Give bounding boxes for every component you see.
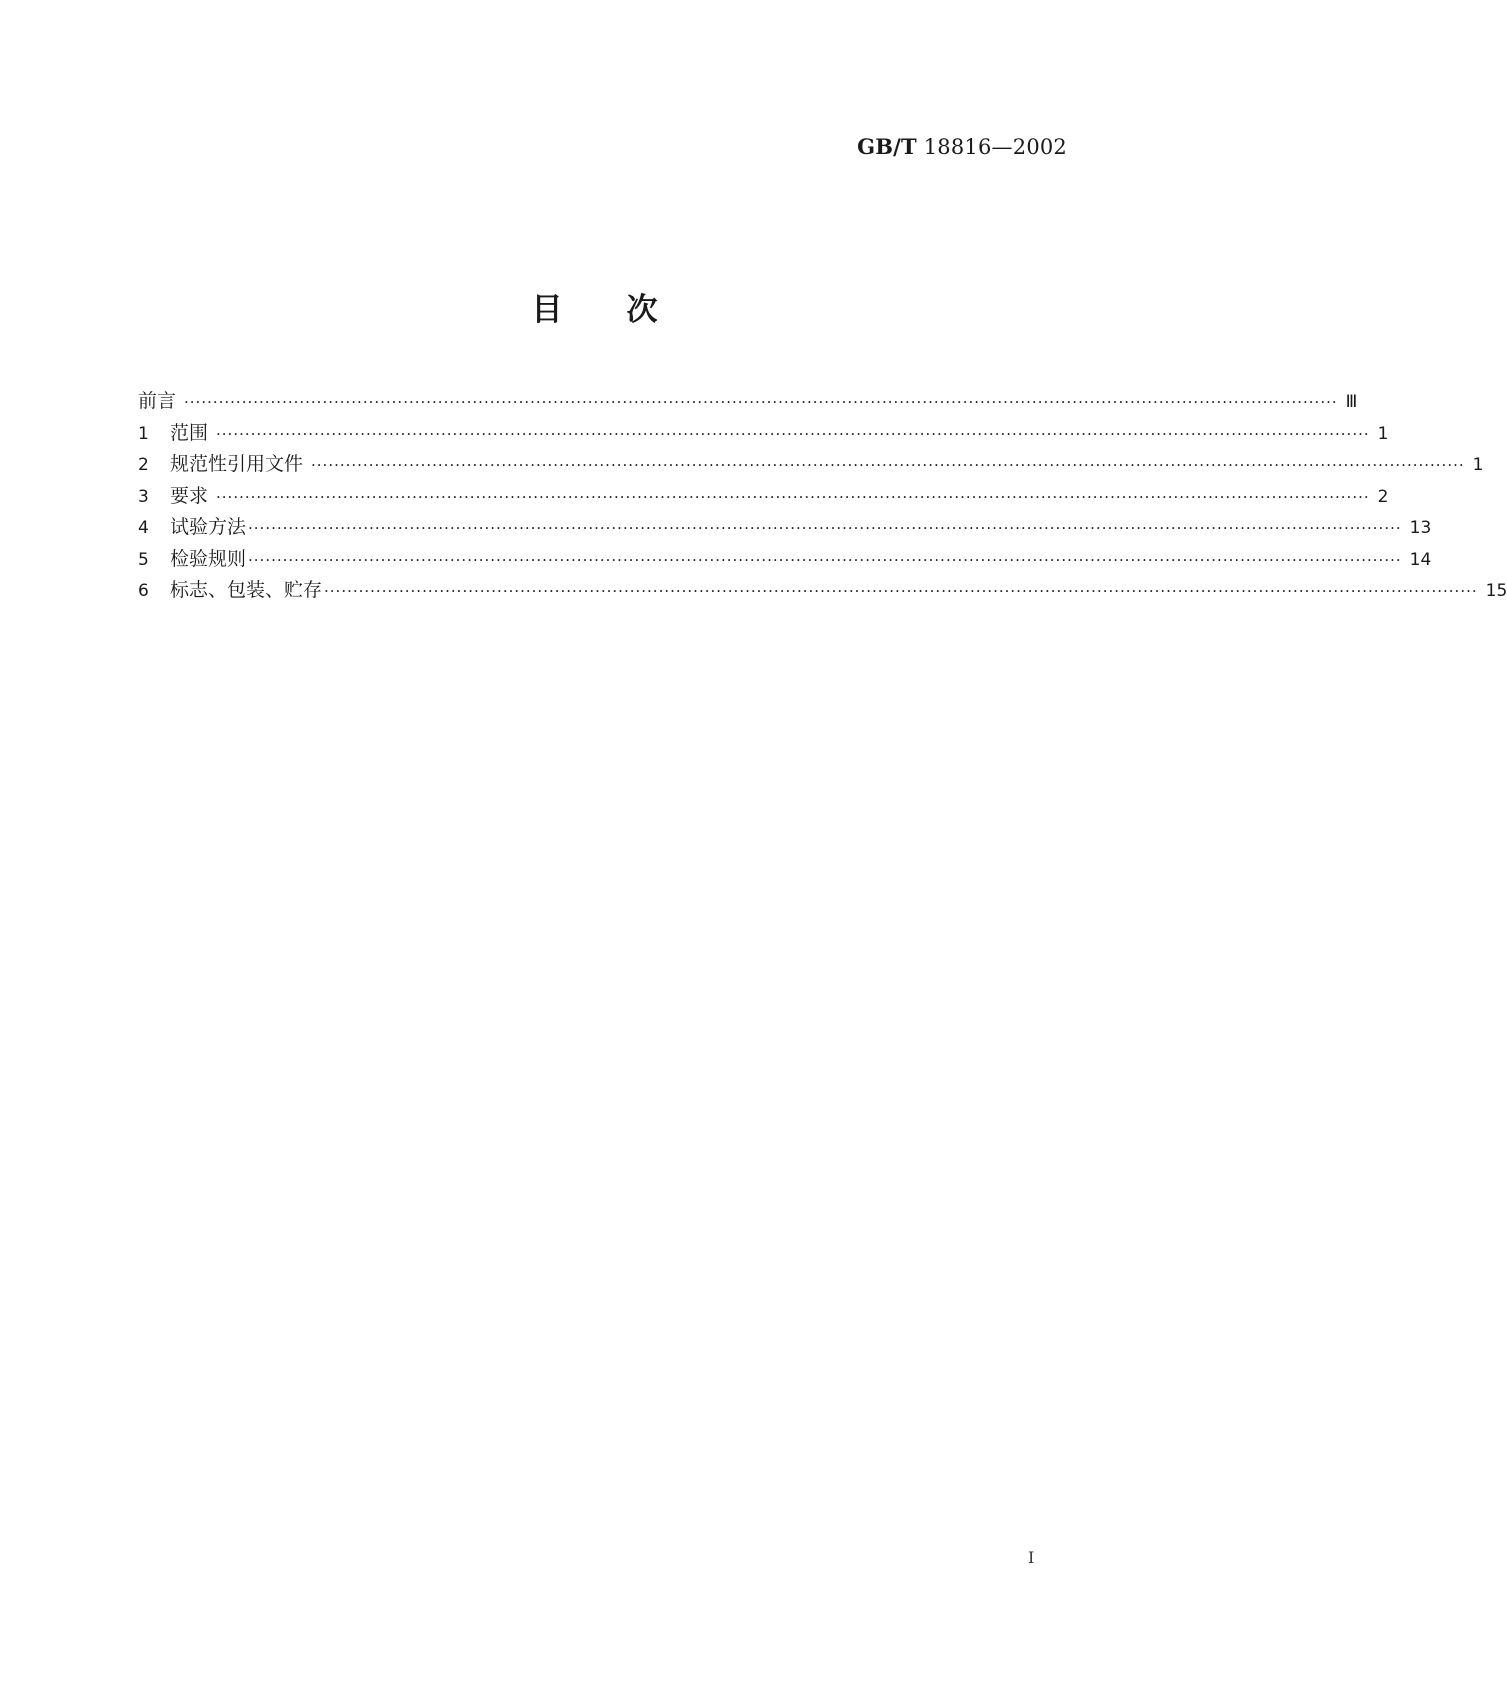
toc-entry-page: 1 (1377, 423, 1389, 444)
toc-entry-label: 标志、包装、贮存 (170, 579, 323, 601)
dot-leader: ········································································································································································································ (248, 519, 1402, 537)
toc-entry-4[interactable] (138, 512, 1432, 544)
standard-code (857, 134, 1067, 159)
toc-entry-page: 13 (1409, 518, 1432, 538)
page-number: Ⅰ (1028, 1548, 1035, 1567)
toc-title-part1: 目 (531, 292, 565, 328)
toc-entry-1[interactable] (138, 418, 1389, 450)
toc-entry-foreword[interactable] (138, 386, 1358, 418)
toc-list (138, 386, 1507, 607)
toc-entry-3[interactable] (138, 481, 1389, 513)
dot-leader: ········································································································································································································ (216, 424, 1370, 443)
dot-leader: ········································································································································································································ (311, 456, 1465, 474)
dot-leader: ········································································································································································································ (216, 487, 1370, 506)
toc-title-part2: 次 (626, 292, 660, 328)
toc-entry-page: Ⅲ (1345, 392, 1358, 412)
dot-leader: ········································································································································································································ (324, 582, 1478, 600)
toc-entry-5[interactable] (138, 544, 1432, 576)
dot-leader: ········································································································································································································ (248, 550, 1402, 569)
toc-entry-page: 2 (1377, 486, 1389, 507)
toc-entry-number: 5 (138, 549, 149, 570)
toc-entry-number: 3 (138, 486, 149, 507)
toc-entry-page: 15 (1485, 581, 1507, 601)
toc-entry-label: 前言 (138, 390, 177, 412)
toc-entry-label: 要求 (170, 484, 209, 507)
toc-entry-label: 试验方法 (170, 516, 247, 538)
toc-entry-label: 检验规则 (170, 547, 247, 570)
standard-number: 18816—2002 (923, 135, 1067, 159)
toc-entry-label: 规范性引用文件 (170, 453, 304, 475)
toc-entry-page: 1 (1472, 455, 1484, 475)
toc-entry-label: 范围 (170, 421, 209, 444)
toc-entry-number: 6 (138, 581, 149, 601)
toc-entry-number: 2 (138, 455, 149, 475)
toc-entry-number: 4 (138, 518, 149, 538)
toc-entry-2[interactable] (138, 449, 1484, 481)
toc-title (0, 284, 1191, 329)
dot-leader: ········································································································································································································ (184, 393, 1338, 411)
standard-prefix: GB/T (857, 134, 917, 159)
toc-entry-page: 14 (1409, 549, 1432, 570)
toc-entry-number: 1 (138, 423, 149, 444)
toc-entry-6[interactable] (138, 575, 1507, 607)
